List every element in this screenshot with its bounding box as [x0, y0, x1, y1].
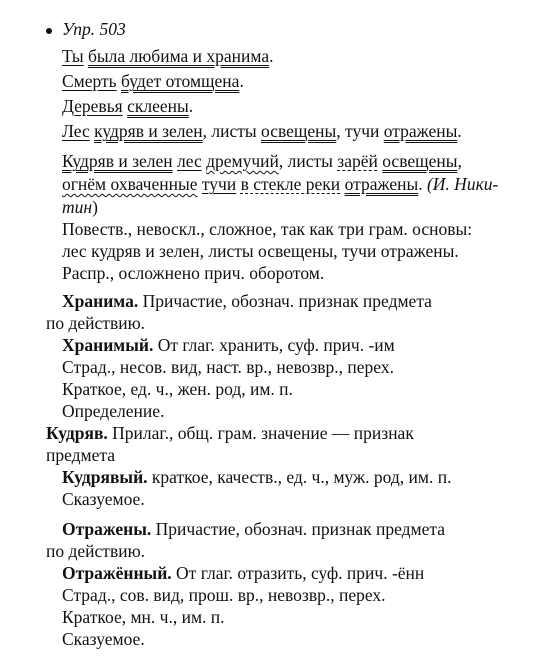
entry-text: Прилаг., общ. грам. значение — признак [112, 423, 414, 443]
predicate: Кудряв и зелен [62, 151, 173, 171]
entry-hranimy-l4: Определение. [62, 401, 165, 421]
entry-otrazheny-cont: по действию. [46, 541, 146, 561]
entry-hranimy-l2: Страд., несов. вид, наст. вр., невозвр., перех. [62, 357, 394, 377]
exercise-title: Упр. 503 [62, 19, 126, 39]
entry-head: Отражены. [62, 519, 152, 539]
entry-text: Причастие, обознач. признак предмета [155, 519, 445, 539]
entry-otrazhenny-l4: Сказуемое. [62, 629, 145, 649]
analysis-line-3: Распр., осложнено прич. оборотом. [62, 263, 325, 283]
entry-hranima-cont: по действию. [46, 313, 146, 333]
entry-hranimy-l3: Краткое, ед. ч., жен. род, им. п. [62, 379, 293, 399]
quote-line-2 [62, 173, 498, 195]
entry-head: Хранимый. [62, 335, 154, 355]
predicate: кудряв и зелен [94, 121, 203, 141]
entry-kudryav [46, 422, 414, 444]
text: , листы [202, 121, 257, 141]
predicate: склеены [127, 96, 189, 116]
punct: . [188, 96, 194, 116]
entry-text: краткое, качеств., ед. ч., муж. род, им. п. [151, 467, 452, 487]
punct: ) [92, 197, 98, 217]
quote-line-3 [62, 196, 98, 218]
punct: . [269, 46, 274, 66]
entry-head: Отражённый. [62, 563, 172, 583]
entry-hranima [62, 290, 432, 312]
subject: Деревья [62, 96, 123, 116]
entry-otrazheny [62, 518, 445, 540]
entry-head: Кудрявый. [62, 467, 148, 487]
attribute: огнём охваченные [62, 174, 198, 194]
exercise-header [46, 18, 126, 40]
bullet-icon [46, 28, 52, 34]
analysis-line-1: Повеств., невоскл., сложное, так как три грам. основы: [62, 219, 473, 239]
author: тин [62, 197, 93, 217]
quote-line-1 [62, 150, 462, 172]
predicate: освещены [261, 121, 337, 141]
text: , листы [278, 151, 333, 171]
entry-text: От глаг. хранить, суф. прич. -им [157, 335, 395, 355]
entry-otrazhenny [62, 562, 424, 584]
entry-kudryavy-l2: Сказуемое. [62, 489, 145, 509]
entry-text: Причастие, обознач. признак предмета [142, 291, 432, 311]
predicate: будет отомщена [121, 71, 240, 91]
author: (И. Ники- [426, 174, 499, 194]
subject: Лес [62, 121, 90, 141]
punct: , [457, 151, 462, 171]
sentence-1 [62, 45, 274, 67]
subject: Смерть [62, 71, 117, 91]
analysis-line-2: лес кудряв и зелен, листы освещены, тучи отражены. [62, 241, 459, 261]
subject: Ты [62, 46, 84, 66]
attribute: дремучий [206, 151, 279, 171]
sentence-4 [62, 120, 462, 142]
predicate: была любима и хранима [87, 46, 270, 66]
punct: . [418, 174, 423, 194]
entry-otrazhenny-l3: Краткое, мн. ч., им. п. [62, 607, 225, 627]
subject: лес [177, 151, 202, 171]
predicate: освещены [382, 151, 458, 171]
punct: . [457, 121, 462, 141]
entry-hranimy [62, 334, 395, 356]
adverbial: зарёй [337, 151, 378, 171]
entry-otrazhenny-l2: Страд., сов. вид, прош. вр., невозвр., перех. [62, 585, 386, 605]
text: , тучи [336, 121, 380, 141]
sentence-2 [62, 70, 244, 92]
predicate: отражены [383, 121, 458, 141]
subject: тучи [201, 174, 237, 194]
predicate: отражены [344, 174, 419, 194]
entry-head: Хранима. [62, 291, 139, 311]
entry-kudryavy [62, 466, 451, 488]
entry-head: Кудряв. [46, 423, 108, 443]
punct: . [239, 71, 244, 91]
sentence-3 [62, 95, 193, 117]
entry-text: От глаг. отразить, суф. прич. -ённ [176, 563, 425, 583]
entry-kudryav-cont: предмета [46, 445, 116, 465]
adverbial: в стекле реки [240, 174, 341, 194]
